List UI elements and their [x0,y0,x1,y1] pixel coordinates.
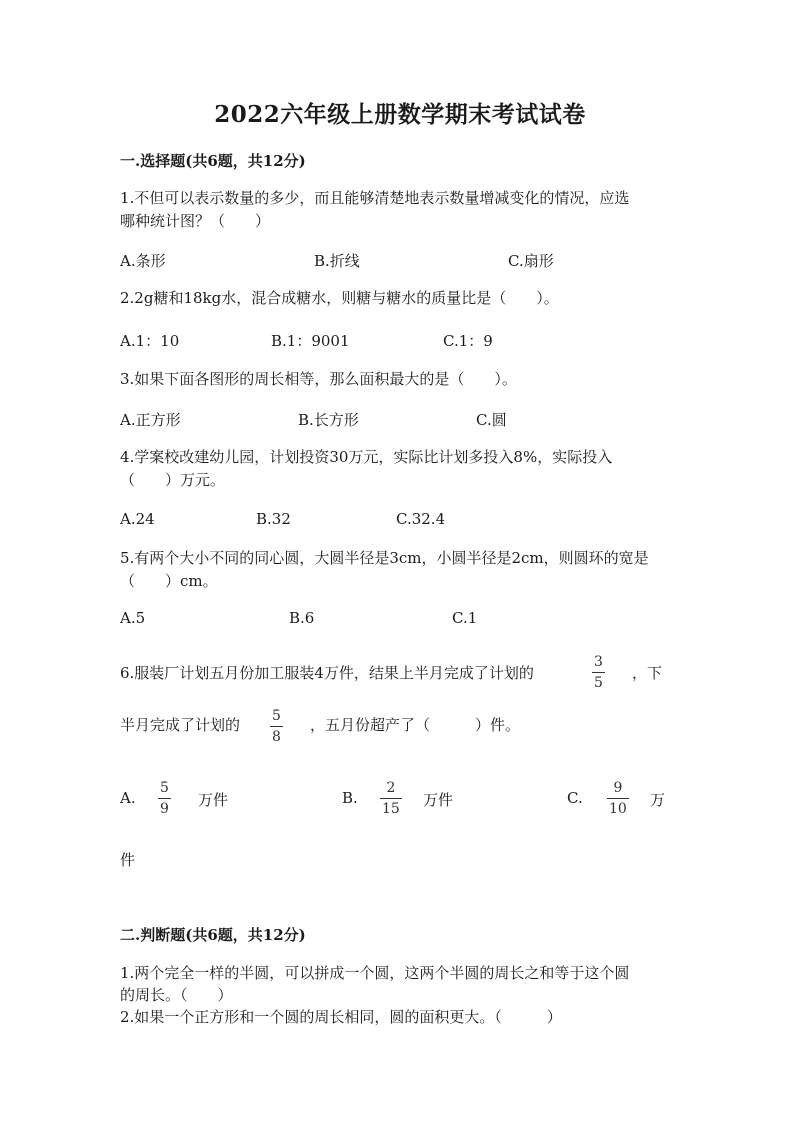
question-6-option-c-unit-wrap: 件 [120,851,136,869]
section-heading-choice: 一.选择题(共6题，共12分) [120,152,306,170]
fraction-numerator: 5 [272,708,281,724]
fraction-numerator: 3 [594,654,603,670]
question-3-option-b: B.长方形 [298,411,359,429]
question-4-option-b: B.32 [256,510,291,528]
question-2-option-a: A.1：10 [120,332,180,350]
question-6-option-a-label: A. [120,789,136,807]
question-2-text: 2.2g糖和18kg水，混合成糖水，则糖与糖水的质量比是（ ）。 [120,289,559,307]
question-5-line-2: （ ）cm。 [120,572,218,590]
fraction-nine-tenths [607,780,629,817]
question-6-option-b-unit: 万件 [423,791,454,809]
question-3-text: 3.如果下面各图形的周长相等，那么面积最大的是（ ）。 [120,370,517,388]
fraction-denominator: 9 [160,801,169,817]
fraction-denominator: 15 [382,801,400,817]
fraction-five-eighths [270,708,283,745]
question-1-option-c: C.扇形 [508,252,554,270]
question-1-line-1: 1.不但可以表示数量的多少，而且能够清楚地表示数量增减变化的情况，应选 [120,189,630,207]
question-6-option-a-unit: 万件 [198,791,229,809]
question-5-option-a: A.5 [120,609,146,627]
question-5-option-b: B.6 [289,609,315,627]
fraction-two-fifteenths [380,780,402,817]
question-6-part-1: 6.服装厂计划五月份加工服装4万件，结果上半月完成了计划的 [120,664,534,682]
question-3-option-a: A.正方形 [120,411,181,429]
judgement-1-line-2: 的周长。（ ） [120,986,233,1004]
judgement-1-line-1: 1.两个完全一样的半圆，可以拼成一个圆，这两个半圆的周长之和等于这个圆 [120,964,630,982]
question-4-option-c: C.32.4 [396,510,446,528]
fraction-bar [270,726,283,727]
fraction-denominator: 8 [272,729,281,745]
fraction-numerator: 9 [613,780,623,796]
fraction-three-fifths [592,654,605,691]
question-6-part-2: ，下 [632,664,663,682]
question-2-option-c: C.1：9 [443,332,493,350]
question-4-line-1: 4.学案校改建幼儿园，计划投资30万元，实际比计划多投入8%，实际投入 [120,448,613,466]
section-heading-true-false: 二.判断题(共6题，共12分) [120,926,306,944]
fraction-numerator: 5 [160,780,169,796]
question-3-option-c: C.圆 [476,411,507,429]
question-1-option-a: A.条形 [120,252,166,270]
question-6-option-c-unit: 万 [650,791,666,809]
fraction-numerator: 2 [386,780,396,796]
fraction-denominator: 10 [609,801,627,817]
fraction-bar [380,798,402,799]
question-6-part-3: 半月完成了计划的 [120,716,241,734]
question-5-line-1: 5.有两个大小不同的同心圆，大圆半径是3cm，小圆半径是2cm，则圆环的宽是 [120,549,649,567]
question-4-option-a: A.24 [120,510,155,528]
question-6-option-b-label: B. [342,789,358,807]
question-6-option-c-label: C. [567,789,583,807]
fraction-bar [158,798,171,799]
question-4-line-2: （ ）万元。 [120,471,226,489]
question-5-option-c: C.1 [452,609,478,627]
fraction-denominator: 5 [594,675,603,691]
question-1-line-2: 哪种统计图？（ ） [120,212,271,230]
fraction-bar [592,672,605,673]
question-1-option-b: B.折线 [314,252,360,270]
question-2-option-b: B.1：9001 [271,332,350,350]
question-6-part-4: ，五月份超产了（ ）件。 [310,716,521,734]
fraction-five-ninths [158,780,171,817]
exam-title: 2022六年级上册数学期末考试试卷 [214,101,586,128]
fraction-bar [607,798,629,799]
judgement-2-text: 2.如果一个正方形和一个圆的周长相同，圆的面积更大。（ ） [120,1008,562,1026]
